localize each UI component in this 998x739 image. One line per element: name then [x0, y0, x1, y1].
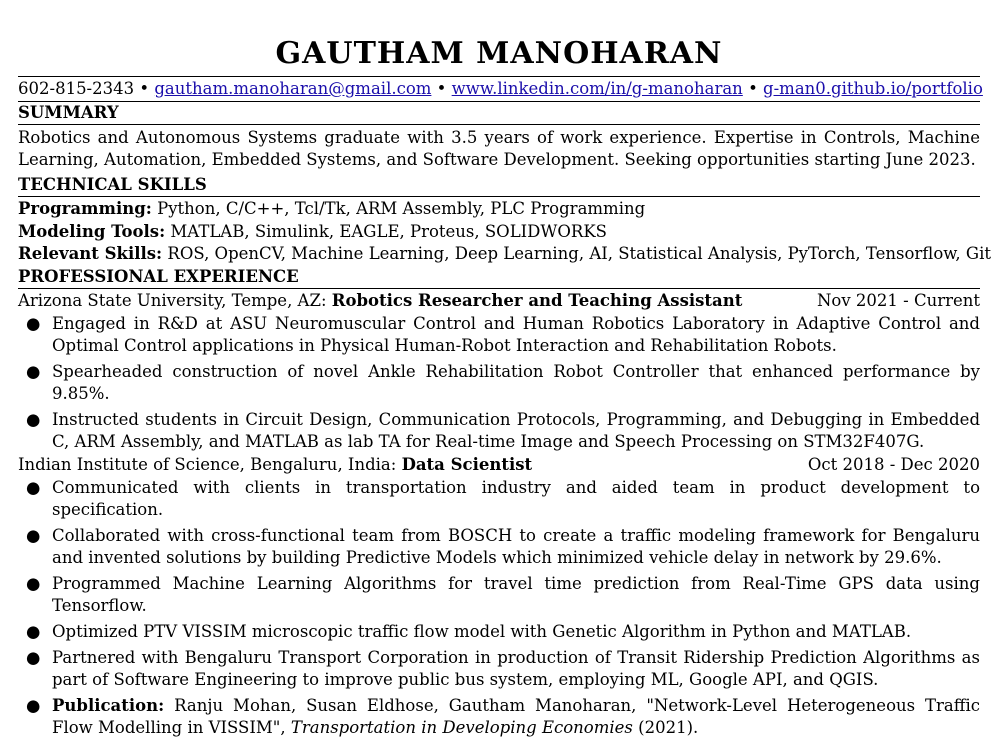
list-item: ● Instructed students in Circuit Design, Communication Protocols, Programming, and Debugging in Embedded C, ARM Assembly, and MATLAB as lab TA for Real-time Image and Speech Processing on STM32F407G. [26, 409, 980, 451]
list-item: ● Spearheaded construction of novel Ankle Rehabilitation Robot Controller that enhanced performance by 9.85%. [26, 361, 980, 403]
job-title [18, 454, 532, 476]
bullet-icon: ● [26, 313, 41, 333]
resume-page [18, 0, 991, 739]
bullet-icon: ● [26, 621, 41, 641]
separator: • [748, 79, 758, 98]
job-org: Arizona State University, Tempe, AZ: [18, 290, 332, 310]
job-bullets-asu [18, 313, 980, 453]
job-org: Indian Institute of Science, Bengaluru, India: [18, 454, 402, 474]
bullet-icon: ● [26, 477, 41, 497]
publication-item [18, 695, 980, 739]
publication-journal: Transportation in Developing Economies [290, 717, 633, 737]
bullet-icon: ● [26, 573, 41, 593]
skills-list [18, 198, 991, 266]
summary-heading: SUMMARY [18, 102, 980, 125]
job-title [18, 290, 742, 312]
email-link[interactable]: gautham.manoharan@gmail.com [154, 79, 432, 98]
skill-row-programming [18, 198, 980, 221]
skill-row-modeling [18, 221, 980, 244]
skills-heading: TECHNICAL SKILLS [18, 174, 980, 197]
job-bullets-iisc [18, 477, 980, 739]
separator: • [436, 79, 447, 98]
candidate-name: GAUTHAM MANOHARAN [275, 36, 723, 71]
linkedin-link[interactable]: www.linkedin.com/in/g-manoharan [451, 79, 743, 98]
bullet-icon: ● [26, 361, 41, 381]
list-item: ● Communicated with clients in transportation industry and aided team in product development to specification. [26, 477, 980, 519]
skill-label: Modeling Tools: [18, 221, 166, 241]
skill-value: MATLAB, Simulink, EAGLE, Proteus, SOLIDWORKS [165, 221, 607, 241]
bullet-icon: ● [26, 695, 41, 715]
phone-number: 602-815-2343 [18, 79, 135, 98]
list-item: ● Collaborated with cross-functional team from BOSCH to create a traffic modeling framework for Bengaluru and invented solutions by building Predictive Models which minimized vehicle delay in network by 29.6%. [26, 525, 980, 567]
list-item: ● Engaged in R&D at ASU Neuromuscular Control and Human Robotics Laboratory in Adaptive Control and Optimal Control applications in Physical Human-Robot Interaction and Rehabilitation Robots. [26, 313, 980, 355]
publication-text: Ranju Mohan, Susan Eldhose, Gautham Manoharan, "Network-Level Heterogeneous Traffic Flow Modelling in VISSIM", [52, 695, 980, 737]
experience-heading: PROFESSIONAL EXPERIENCE [18, 266, 980, 289]
job-role: Robotics Researcher and Teaching Assistant [331, 290, 743, 310]
skill-label: Relevant Skills: [18, 244, 163, 263]
job-header-asu [18, 289, 980, 313]
list-item: ● Programmed Machine Learning Algorithms for travel time prediction from Real-Time GPS data using Tensorflow. [26, 573, 980, 615]
bullet-icon: ● [26, 525, 41, 545]
job-header-iisc [18, 453, 980, 477]
portfolio-link[interactable]: g-man0.github.io/portfolio [763, 79, 983, 98]
bullet-icon: ● [26, 647, 41, 667]
skill-label: Programming: [18, 199, 152, 218]
separator: • [139, 79, 150, 98]
job-dates: Nov 2021 - Current [816, 290, 980, 310]
skill-value: Python, C/C++, Tcl/Tk, ARM Assembly, PLC Programming [151, 199, 646, 218]
job-role: Data Scientist [401, 454, 533, 474]
publication-label: Publication: [52, 695, 165, 715]
contact-line [18, 76, 983, 102]
publication-year: (2021). [632, 717, 699, 737]
bullet-icon: ● [26, 409, 41, 429]
summary-text: Robotics and Autonomous Systems graduate with 3.5 years of work experience. Expertise in Controls, Machine Learning, Automation, Embedded Systems, and Software Development. Seeking opportunities starting June 2023. [18, 128, 980, 169]
skill-value: ROS, OpenCV, Machine Learning, Deep Learning, AI, Statistical Analysis, PyTorch, Tensorflow, Git [162, 244, 991, 263]
list-item: ● Partnered with Bengaluru Transport Corporation in production of Transit Ridership Prediction Algorithms as part of Software Engineering to improve public bus system, employing ML, Google API, and QGIS. [26, 647, 980, 689]
job-dates: Oct 2018 - Dec 2020 [807, 454, 980, 474]
skill-row-relevant [18, 243, 991, 266]
list-item: ● Optimized PTV VISSIM microscopic traffic flow model with Genetic Algorithm in Python and MATLAB. [26, 621, 912, 641]
